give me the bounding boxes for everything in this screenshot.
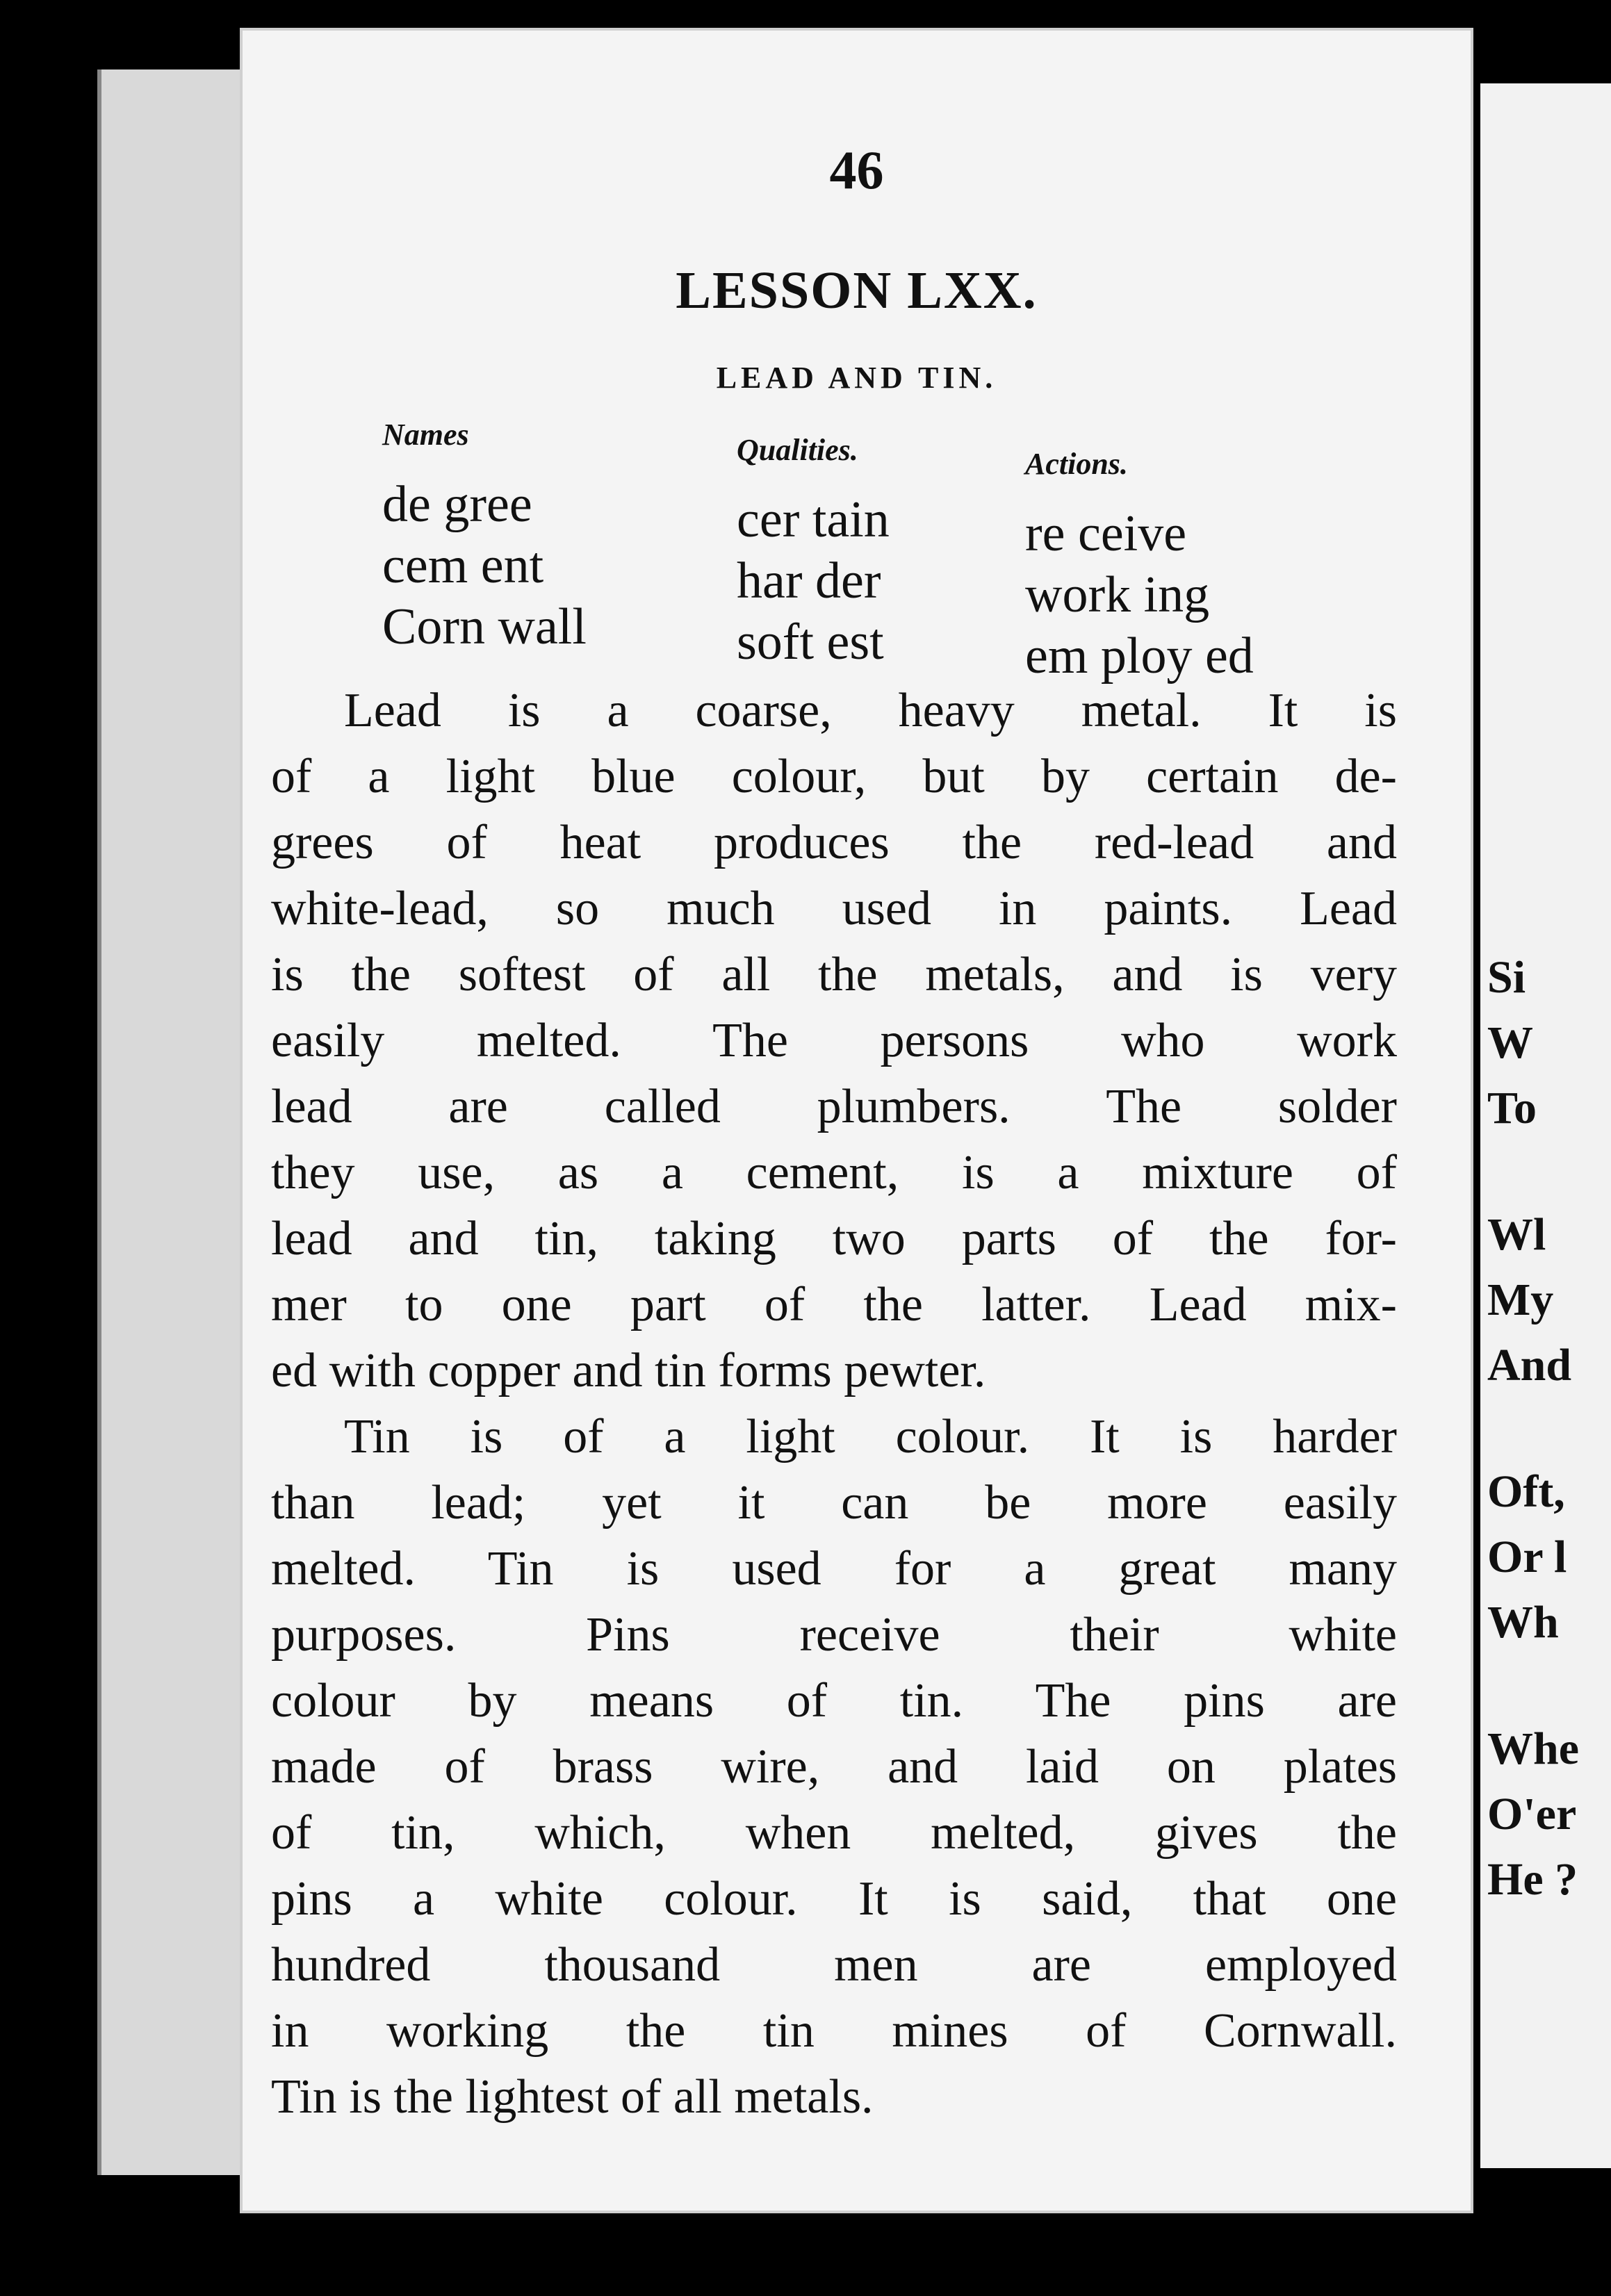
text-line: made of brass wire, and laid on plates <box>271 1740 1397 1794</box>
column-word: har der <box>737 552 881 609</box>
column-heading: Names <box>382 418 469 452</box>
paragraph-tin <box>271 1404 1397 2130</box>
facing-page <box>1480 83 1611 2168</box>
column-qualities <box>737 432 890 673</box>
text-line: ed with copper and tin forms pewter. <box>271 1344 986 1397</box>
fragment-line: Si <box>1487 952 1526 1003</box>
facing-page-fragments <box>1487 945 1579 1912</box>
text-line: grees of heat produces the red-lead and <box>271 816 1397 869</box>
column-heading: Actions. <box>1025 447 1128 481</box>
text-line: colour by means of tin. The pins are <box>271 1674 1397 1728</box>
text-line: easily melted. The persons who work <box>271 1014 1397 1067</box>
text-line: lead are called plumbers. The solder <box>271 1080 1397 1133</box>
fragment-line: Oft, <box>1487 1466 1565 1517</box>
lesson-body <box>271 678 1397 2130</box>
column-actions <box>1025 446 1254 687</box>
column-word: soft est <box>737 614 884 671</box>
lesson-subtitle: LEAD AND TIN. <box>716 361 997 395</box>
text-line: purposes. Pins receive their white <box>271 1608 1397 1662</box>
fragment-line: Wh <box>1487 1597 1559 1648</box>
book-page <box>240 28 1473 2213</box>
column-word: re ceive <box>1025 505 1187 562</box>
paragraph-lead <box>271 678 1397 1404</box>
fragment-line: W <box>1487 1017 1533 1068</box>
page-number: 46 <box>829 140 884 200</box>
lesson-title: LESSON LXX. <box>676 261 1038 320</box>
text-line: lead and tin, taking two parts of the for- <box>271 1212 1397 1265</box>
column-names <box>382 417 587 657</box>
column-word: work ing <box>1025 566 1210 623</box>
text-line: pins a white colour. It is said, that one <box>271 1872 1397 1926</box>
fragment-line: Or l <box>1487 1532 1567 1582</box>
text-line: of tin, which, when melted, gives the <box>271 1806 1397 1860</box>
text-line: of a light blue colour, but by certain de- <box>271 750 1397 803</box>
fragment-line: O'er <box>1487 1789 1577 1839</box>
text-line: they use, as a cement, is a mixture of <box>271 1146 1397 1199</box>
fragment-line: Wl <box>1487 1209 1546 1260</box>
text-line: is the softest of all the metals, and is very <box>271 948 1397 1001</box>
text-line: Lead is a coarse, heavy metal. It is <box>344 684 1397 737</box>
column-word: Corn wall <box>382 598 587 655</box>
text-line: hundred thousand men are employed <box>271 1938 1397 1992</box>
text-line: Tin is the lightest of all metals. <box>271 2070 874 2124</box>
column-word: cem ent <box>382 537 544 594</box>
fragment-line: He ? <box>1487 1854 1578 1905</box>
text-line: than lead; yet it can be more easily <box>271 1476 1397 1530</box>
text-line: mer to one part of the latter. Lead mix- <box>271 1278 1397 1331</box>
fragment-line: My <box>1487 1274 1554 1325</box>
text-line: white-lead, so much used in paints. Lead <box>271 882 1397 935</box>
text-line: in working the tin mines of Cornwall. <box>271 2004 1397 2058</box>
text-line: Tin is of a light colour. It is harder <box>344 1410 1397 1463</box>
column-word: de gree <box>382 476 532 533</box>
word-columns <box>382 417 1439 695</box>
underlying-page <box>97 69 254 2175</box>
column-heading: Qualities. <box>737 433 858 467</box>
fragment-line: To <box>1487 1083 1537 1133</box>
column-word: cer tain <box>737 491 890 548</box>
fragment-line: And <box>1487 1340 1572 1391</box>
fragment-line: Whe <box>1487 1723 1579 1774</box>
column-word: em ploy ed <box>1025 628 1254 684</box>
text-line: melted. Tin is used for a great many <box>271 1542 1397 1596</box>
